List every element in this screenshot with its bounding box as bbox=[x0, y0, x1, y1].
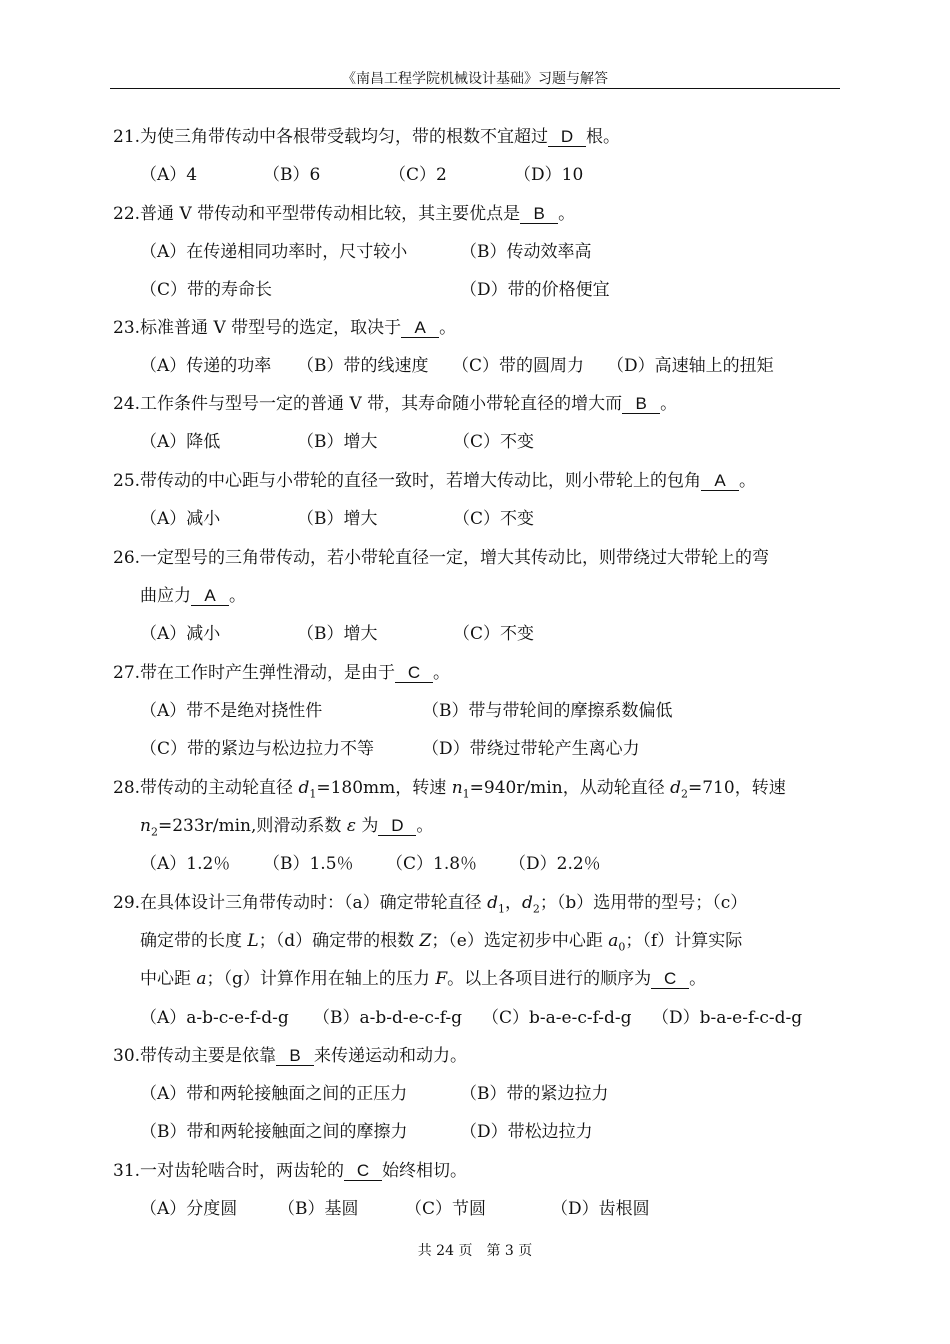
option-b: （B）增大 bbox=[297, 624, 378, 644]
question-26 bbox=[113, 547, 769, 569]
option-a: （A）4 bbox=[140, 165, 198, 185]
option-d: （D）带绕过带轮产生离心力 bbox=[422, 739, 640, 759]
question-text-cont: 曲应力 bbox=[140, 586, 191, 606]
var-L: L bbox=[247, 931, 259, 951]
var-n: n bbox=[451, 778, 463, 798]
option-d: （D）带的价格便宜 bbox=[460, 280, 610, 300]
answer-blank: A bbox=[701, 472, 739, 491]
option-a: （A）降低 bbox=[140, 432, 221, 452]
var-d: d bbox=[487, 893, 498, 913]
option-d: （D）带松边拉力 bbox=[460, 1122, 593, 1142]
answer-blank: D bbox=[378, 817, 416, 836]
question-tail: 来传递运动和动力。 bbox=[314, 1046, 468, 1066]
options-31 bbox=[140, 1198, 650, 1220]
var-F: F bbox=[435, 969, 448, 989]
question-text: ；（g）计算作用在轴上的压力 bbox=[206, 969, 436, 989]
question-text: 23.标准普通 V 带型号的选定，取决于 bbox=[113, 318, 402, 338]
question-text: 25.带传动的中心距与小带轮的直径一致时，若增大传动比，则小带轮上的包角 bbox=[113, 471, 702, 491]
answer-blank: D bbox=[548, 128, 586, 147]
answer-blank: C bbox=[651, 970, 689, 989]
option-b: （B）带的紧边拉力 bbox=[460, 1084, 609, 1104]
question-26-cont bbox=[140, 585, 246, 607]
question-text: 中心距 bbox=[140, 969, 197, 989]
option-a: （A）a-b-c-e-f-d-g bbox=[140, 1008, 289, 1028]
option-c: （C）2 bbox=[389, 165, 447, 185]
var-d: d bbox=[298, 778, 310, 798]
options-25 bbox=[140, 508, 534, 530]
question-text: 30.带传动主要是依靠 bbox=[113, 1046, 277, 1066]
option-b: （B）增大 bbox=[297, 432, 378, 452]
question-text: 29.在具体设计三角带传动时：（a）确定带轮直径 bbox=[113, 893, 488, 913]
answer-blank: A bbox=[191, 587, 229, 606]
question-text: =940r/min，从动轮直径 bbox=[469, 778, 671, 798]
question-text: ；（d）确定带的根数 bbox=[258, 931, 420, 951]
question-text: 22.普通 V 带传动和平型带传动相比较，其主要优点是 bbox=[113, 204, 521, 224]
options-23 bbox=[140, 355, 774, 377]
options-28 bbox=[140, 853, 601, 875]
answer-blank: C bbox=[395, 664, 433, 683]
question-tail: 。 bbox=[433, 663, 451, 683]
question-text: 28.带传动的主动轮直径 bbox=[113, 778, 299, 798]
question-text: ；（b）选用带的型号；（c） bbox=[539, 893, 748, 913]
page-header: 《南昌工程学院机械设计基础》习题与解答 bbox=[342, 71, 608, 87]
question-29-line2 bbox=[140, 930, 742, 958]
var-a: a bbox=[196, 969, 207, 989]
var-n: n bbox=[140, 816, 151, 836]
option-c: （B）带和两轮接触面之间的摩擦力 bbox=[140, 1122, 408, 1142]
option-d: （D）高速轴上的扭矩 bbox=[607, 356, 774, 376]
option-c: （C）不变 bbox=[453, 432, 535, 452]
question-30 bbox=[113, 1045, 467, 1067]
option-a: （A）分度圆 bbox=[140, 1199, 238, 1219]
option-a: （A）减小 bbox=[140, 624, 221, 644]
question-text: 为 bbox=[355, 816, 379, 836]
option-d: （D）齿根圆 bbox=[551, 1199, 650, 1219]
question-tail: 始终相切。 bbox=[382, 1161, 468, 1181]
question-22 bbox=[113, 203, 575, 225]
question-text: =233r/min,则滑动系数 bbox=[157, 816, 347, 836]
option-b: （B）基圆 bbox=[278, 1199, 359, 1219]
subscript-2: 2 bbox=[681, 787, 688, 801]
option-d: （D）10 bbox=[514, 165, 584, 185]
subscript-2: 2 bbox=[532, 902, 540, 916]
subscript-1: 1 bbox=[309, 787, 317, 801]
option-a: （A）带不是绝对挠性件 bbox=[140, 701, 323, 721]
options-26 bbox=[140, 623, 534, 645]
question-tail: 。 bbox=[689, 969, 707, 989]
options-22-row2 bbox=[140, 279, 610, 301]
options-27-row2 bbox=[140, 738, 640, 760]
question-23 bbox=[113, 317, 456, 339]
option-c: （C）不变 bbox=[453, 509, 535, 529]
question-tail: 。 bbox=[416, 816, 434, 836]
option-c: （C）带的寿命长 bbox=[140, 280, 273, 300]
question-text: ；（f）计算实际 bbox=[625, 931, 743, 951]
option-c: （C）1.8％ bbox=[386, 854, 478, 874]
question-27 bbox=[113, 662, 450, 684]
option-b: （B）6 bbox=[263, 165, 321, 185]
question-25 bbox=[113, 470, 756, 492]
question-tail: 。 bbox=[558, 204, 576, 224]
option-a: （A）带和两轮接触面之间的正压力 bbox=[140, 1084, 408, 1104]
options-22-row1 bbox=[140, 241, 592, 263]
option-a: （A）减小 bbox=[140, 509, 221, 529]
options-21 bbox=[140, 164, 583, 186]
question-tail: 根。 bbox=[586, 127, 621, 147]
option-b: （B）1.5％ bbox=[263, 854, 354, 874]
var-d: d bbox=[670, 778, 681, 798]
option-c: （C）带的紧边与松边拉力不等 bbox=[140, 739, 375, 759]
options-27-row1 bbox=[140, 700, 673, 722]
answer-blank: C bbox=[344, 1162, 382, 1181]
answer-blank: B bbox=[276, 1047, 314, 1066]
question-text: ， bbox=[504, 893, 522, 913]
option-a: （A）在传递相同功率时，尺寸较小 bbox=[140, 242, 408, 262]
option-b: （B）带与带轮间的摩擦系数偏低 bbox=[422, 701, 673, 721]
question-text: 。以上各项目进行的顺序为 bbox=[447, 969, 652, 989]
question-text: ；（e）选定初步中心距 bbox=[431, 931, 609, 951]
question-28 bbox=[113, 777, 786, 805]
question-29-line3 bbox=[140, 968, 706, 990]
option-a: （A）1.2％ bbox=[140, 854, 231, 874]
var-a: a bbox=[608, 931, 619, 951]
question-text: =180mm，转速 bbox=[316, 778, 452, 798]
question-tail: 。 bbox=[660, 394, 678, 414]
subscript-1: 1 bbox=[497, 902, 505, 916]
question-21 bbox=[113, 126, 620, 148]
page-footer: 共 24 页 第 3 页 bbox=[417, 1243, 533, 1259]
question-28-cont bbox=[140, 815, 433, 843]
subscript-2: 2 bbox=[150, 825, 158, 839]
question-29 bbox=[113, 892, 747, 920]
var-epsilon: ε bbox=[346, 816, 356, 836]
answer-blank: A bbox=[401, 319, 439, 338]
options-30-row2 bbox=[140, 1121, 593, 1143]
question-text: 24.工作条件与型号一定的普通 V 带，其寿命随小带轮直径的增大而 bbox=[113, 394, 623, 414]
option-c: （C）不变 bbox=[453, 624, 535, 644]
options-24 bbox=[140, 431, 534, 453]
question-tail: 。 bbox=[229, 586, 246, 606]
option-b: （B）带的线速度 bbox=[297, 356, 429, 376]
options-29 bbox=[140, 1007, 802, 1029]
answer-blank: B bbox=[622, 395, 660, 414]
option-c: （C）节圆 bbox=[405, 1199, 487, 1219]
question-tail: 。 bbox=[739, 471, 757, 491]
question-31 bbox=[113, 1160, 467, 1182]
option-b: （B）a-b-d-e-c-f-g bbox=[313, 1008, 463, 1028]
option-c: （C）b-a-e-c-f-d-g bbox=[482, 1008, 632, 1028]
options-30-row1 bbox=[140, 1083, 609, 1105]
question-text: 21.为使三角带传动中各根带受载均匀，带的根数不宜超过 bbox=[113, 127, 549, 147]
question-24 bbox=[113, 393, 677, 415]
var-Z: Z bbox=[419, 931, 432, 951]
option-d: （D）b-a-e-f-c-d-g bbox=[652, 1008, 803, 1028]
subscript-1: 1 bbox=[462, 787, 470, 801]
option-a: （A）传递的功率 bbox=[140, 356, 272, 376]
option-c: （C）带的圆周力 bbox=[452, 356, 585, 376]
header-divider bbox=[110, 88, 840, 89]
question-tail: 。 bbox=[439, 318, 457, 338]
question-text: 27.带在工作时产生弹性滑动，是由于 bbox=[113, 663, 396, 683]
question-text: 31.一对齿轮啮合时，两齿轮的 bbox=[113, 1161, 345, 1181]
question-text: 26.一定型号的三角带传动，若小带轮直径一定，增大其传动比，则带绕过大带轮上的弯 bbox=[113, 548, 770, 568]
answer-blank: B bbox=[520, 205, 558, 224]
option-b: （B）增大 bbox=[297, 509, 378, 529]
option-b: （B）传动效率高 bbox=[460, 242, 592, 262]
var-d: d bbox=[521, 893, 533, 913]
option-d: （D）2.2％ bbox=[509, 854, 601, 874]
subscript-0: 0 bbox=[618, 940, 626, 954]
question-text: 确定带的长度 bbox=[140, 931, 248, 951]
question-text: =710，转速 bbox=[688, 778, 786, 798]
